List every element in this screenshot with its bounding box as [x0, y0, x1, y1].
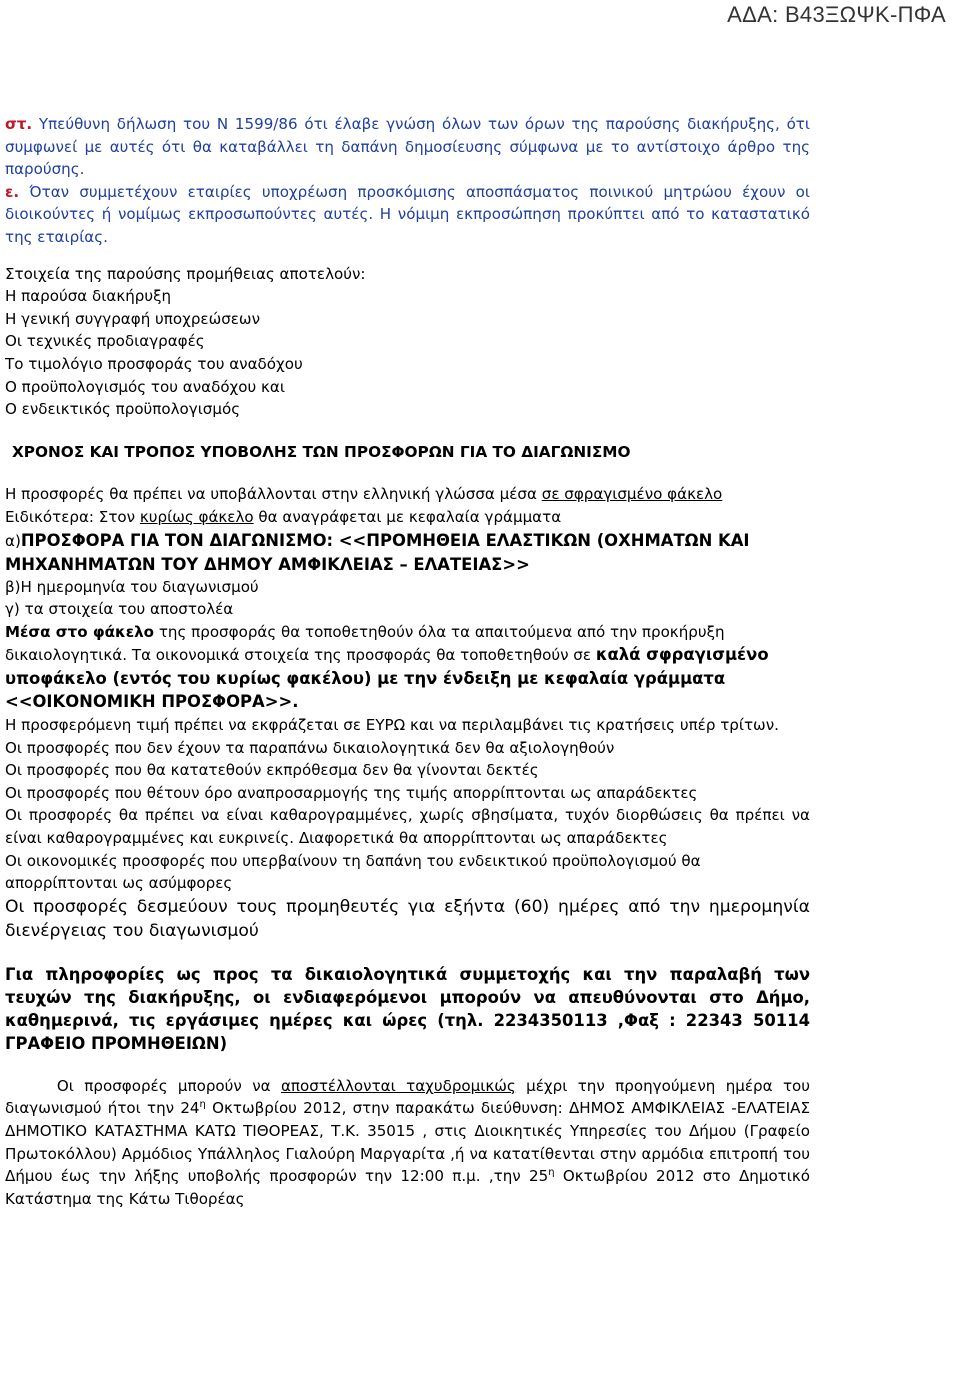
document-body [5, 113, 810, 1210]
final-text: Οκτωβρίου 2012, στην παρακάτω διεύθυνση: ΔΗΜΟΣ ΑΜΦΙΚΛΕΙΑΣ -ΕΛΑΤΕΙΑΣ ΔΗΜΟΤΙΚΟ ΚΑΤΑΣΤΗΜΑ ΚΑΤΩ ΤΙΘΟΡΕΑΣ, Τ.Κ. 35015 , στις Διοικητικές Υπηρεσίες του Δήμου (Γραφείο Πρωτοκόλλου) Αρμόδιος Υπάλληλος Γιαλούρη Μαργαρίτα ,ή να κατατίθενται στην αρμόδια επιτροπή του Δήμου έως την λήξης υποβολής προσφορών την 12:00 π.μ. ,την 25 [5, 1099, 810, 1186]
rule-3: Οι προσφορές που θέτουν όρο αναπροσαρμογής της τιμής απορρίπτονται ως απαράδεκτες [5, 783, 698, 802]
paragraph-e [5, 181, 810, 249]
rule-text: Οι προσφορές θα πρέπει να είναι καθαρογραμμένες, χωρίς σβησίματα, τυχόν διορθώσεις θα πρέπει να είναι καθαρογραμμένες και ευκρινείς. [5, 806, 810, 848]
list-item: Η γενική συγγραφή υποχρεώσεων [5, 309, 261, 328]
list-item: Το τιμολόγιο προσφοράς του αναδόχου [5, 354, 303, 373]
section-heading: ΧΡΟΝΟΣ ΚΑΙ ΤΡΟΠΟΣ ΥΠΟΒΟΛΗΣ ΤΩΝ ΠΡΟΣΦΟΡΩΝ ΓΙΑ ΤΟ ΔΙΑΓΩΝΙΣΜΟ [12, 442, 631, 461]
rule-2: Οι προσφορές που θα κατατεθούν εκπρόθεσμα δεν θα γίνονται δεκτές [5, 761, 539, 780]
text-e: Όταν συμμετέχουν εταιρίες υποχρέωση προσκόμισης αποσπάσματος ποινικού μητρώου έχουν οι διοικούντες ή νομίμως εκπροσωπούντες αυτές. [5, 182, 810, 224]
underlined-text: κυρίως φάκελο [139, 507, 254, 526]
inside-envelope [5, 621, 810, 714]
item-prefix: α) [5, 531, 21, 550]
note-text: θα αναγράφεται με κεφαλαία γράμματα [253, 507, 562, 526]
text-st: Υπεύθυνη δήλωση του Ν 1599/86 ότι έλαβε γνώση όλων των όρων της παρούσης διακήρυξης, ότι συμφωνεί με αυτές ότι θα καταβάλλει τη δαπάνη δημοσίευσης σύμφωνα με το αντίστοιχο άρθρο της παρούσης. [5, 115, 810, 179]
info-paragraph: Για πληροφορίες ως προς τα δικαιολογητικά συμμετοχής και την παραλαβή των τευχών της διακήρυξης, οι ενδιαφερόμενοι μπορούν να απευθύνονται στο Δήμο, καθημερινά, τις εργάσιμες ημέρες και ώρες (τηλ. 2234350113 ,Φαξ : 22343 50114 ΓΡΑΦΕΙΟ ΠΡΟΜΗΘΕΙΩΝ) [5, 964, 810, 1053]
final-paragraph [5, 1075, 810, 1211]
elements-intro: Στοιχεία της παρούσης προμήθειας αποτελούν: [5, 264, 366, 283]
rule-6: Οι προσφορές δεσμεύουν τους προμηθευτές για εξήντα (60) ημέρες από την ημερομηνία διενέργειας του διαγωνισμού [5, 896, 810, 941]
list-item: Ο προϋπολογισμός του αναδόχου και [5, 377, 285, 396]
outer-envelope-note [5, 506, 810, 529]
rule-5: Οι οικονομικές προσφορές που υπερβαίνουν τη δαπάνη του ενδεικτικού προϋπολογισμού θα απορρίπτονται ως ασύμφορες [5, 851, 701, 893]
list-item: Ο ενδεικτικός προϋπολογισμός [5, 400, 241, 419]
rule-1: Οι προσφορές που δεν έχουν τα παραπάνω δικαιολογητικά δεν θα αξιολογηθούν [5, 738, 615, 757]
note-text: Ειδικότερα: Στον [5, 507, 140, 526]
rule-text: Διαφορετικά θα απορρίπτονται ως απαράδεκτες [294, 829, 668, 848]
final-text: Οι προσφορές μπορούν να [5, 1076, 281, 1095]
ada-code: ΑΔΑ: Β43ΞΩΨΚ-ΠΦΑ [727, 2, 946, 27]
submission-language [5, 483, 810, 506]
bold-text: Μέσα στο φάκελο [5, 622, 155, 641]
paragraph-st [5, 113, 810, 181]
rule-4 [5, 804, 810, 849]
submission-text: Η προσφορές θα πρέπει να υποβάλλονται στην ελληνική γλώσσα μέσα [5, 485, 542, 504]
final-text: μέχρι την προηγούμενη ημέρα του διαγωνισμού ήτοι την 24 [5, 1076, 810, 1118]
body-text: της προσφοράς θα τοποθετηθούν όλα τα απαιτούμενα από την προκήρυξη δικαιολογητικά. [5, 622, 725, 665]
envelope-label-a [5, 529, 810, 576]
envelope-label-b: β)Η ημερομηνία του διαγωνισμού [5, 577, 259, 596]
superscript: η [199, 1099, 206, 1111]
underlined-text: σε σφραγισμένο φάκελο [541, 485, 723, 504]
text-e-2: Η νόμιμη εκπροσώπηση προκύπτει από το καταστατικό της εταιρίας. [5, 205, 810, 246]
marker-st: στ. [5, 115, 33, 133]
underlined-text: αποστέλλονται ταχυδρομικώς [280, 1076, 516, 1095]
superscript: η [548, 1167, 555, 1179]
final-text: Οκτωβρίου 2012 στο Δημοτικό Κατάστημα της Κάτω Τιθορέας [5, 1167, 810, 1208]
list-item: Η παρούσα διακήρυξη [5, 287, 172, 306]
body-text: Τα οικονομικά στοιχεία της προσφοράς θα τοποθετηθούν σε [127, 646, 596, 665]
elements-list [5, 263, 810, 421]
list-item: Οι τεχνικές προδιαγραφές [5, 332, 205, 351]
envelope-label-c: γ) τα στοιχεία του αποστολέα [5, 600, 234, 619]
bold-text: καλά σφραγισμένο υποφάκελο (εντός του κυρίως φακέλου) με την ένδειξη με κεφαλαία γράμματα <<ΟΙΚΟΝΟΜΙΚΗ ΠΡΟΣΦΟΡΑ>>. [5, 645, 769, 712]
marker-e: ε. [5, 182, 20, 201]
price-note: Η προσφερόμενη τιμή πρέπει να εκφράζεται σε ΕΥΡΩ και να περιλαμβάνει τις κρατήσεις υπέρ τρίτων. [5, 716, 779, 735]
envelope-label-text: ΠΡΟΣΦΟΡΑ ΓΙΑ ΤΟΝ ΔΙΑΓΩΝΙΣΜΟ: <<ΠΡΟΜΗΘΕΙΑ ΕΛΑΣΤΙΚΩΝ (ΟΧΗΜΑΤΩΝ ΚΑΙ ΜΗΧΑΝΗΜΑΤΩΝ ΤΟΥ ΔΗΜΟΥ ΑΜΦΙΚΛΕΙΑΣ – ΕΛΑΤΕΙΑΣ>> [5, 530, 750, 574]
